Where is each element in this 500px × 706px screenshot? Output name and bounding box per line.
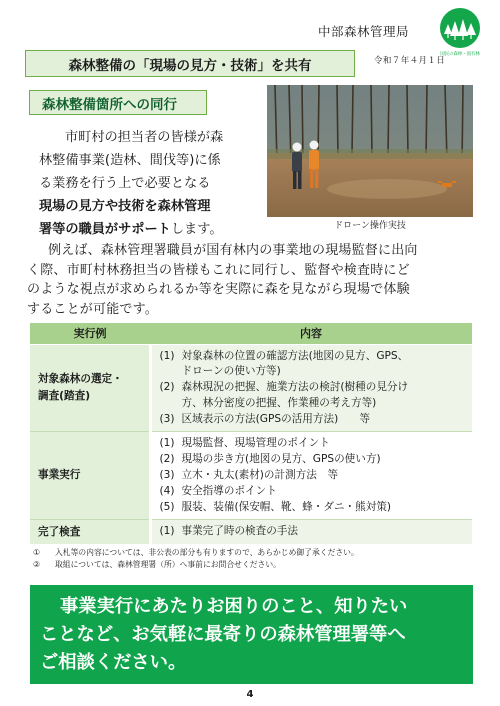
intro-text [39, 126, 267, 241]
table-row [30, 520, 472, 544]
intro-emphasis: 現場の見方や技術を森林管理 [39, 199, 211, 214]
table-row-category: 事業実行 [30, 432, 150, 520]
intro-line: 市町村の担当者の皆様が森 [65, 130, 224, 145]
contact-banner [30, 585, 473, 684]
column-header-content: 内容 [150, 323, 472, 344]
list-item: (3) 立木・丸太(素材)の計測方法 等 [159, 469, 339, 482]
intro-line-end: します。 [170, 222, 223, 237]
table-row-category: 完了検査 [30, 520, 150, 544]
list-item: (2) 現場の歩き方(地図の見方、GPSの使い方) [159, 453, 381, 466]
section-heading: 森林整備箇所への同行 [29, 90, 207, 115]
issue-date: 令和７年４月１日 [374, 56, 446, 66]
paragraph-line: のような視点が求められるか等を実際に森を見ながら現場で体験 [27, 282, 410, 297]
paragraph-line: 例えば、森林管理署職員が国有林内の事業地の現場監督に出向 [48, 243, 418, 258]
paragraph-line: く際、市町村林務担当の皆様もこれに同行し、監督や検査時にど [27, 262, 410, 278]
footnotes [33, 547, 359, 571]
examples-table [30, 323, 472, 544]
banner-line: ことなど、お気軽に最寄りの森林管理署等へ [40, 624, 406, 645]
organization-name: 中部森林管理局 [318, 24, 410, 39]
intro-line: る業務を行う上で必要となる [39, 176, 211, 191]
table-row-category: 対象森林の選定・ 調査(踏査) [30, 344, 150, 432]
list-item: (1) 事業完了時の検査の手法 [159, 525, 299, 538]
photo-caption: ドローン操作実技 [334, 221, 406, 231]
intro-line: 林整備事業(造林、間伐等)に係 [39, 153, 221, 168]
drone-training-photo [267, 85, 473, 217]
page-number: 4 [246, 689, 254, 700]
list-item: (2) 森林現況の把握、施業方法の検討(樹種の見分け 方、林分密度の把握、作業種の考え方等) [159, 381, 409, 409]
banner-line: 事業実行にあたりお困りのこと、知りたい [60, 596, 408, 617]
list-item: (5) 服装、装備(保安帽、靴、蜂・ダニ・熊対策) [159, 500, 392, 513]
list-item: (1) 対象森林の位置の確認方法(地図の見方、GPS、 ドローンの使い方等) [159, 349, 409, 378]
logo-caption: 国民の森林・国有林 [440, 52, 480, 57]
table-row-content [150, 520, 472, 544]
column-header-example: 実行例 [30, 323, 150, 344]
table-row-content [150, 432, 472, 520]
paragraph-line: することが可能です。 [27, 301, 158, 317]
intro-emphasis: 署等の職員がサポート [39, 222, 171, 237]
footnote: ② 取組については、森林管理署（所）へ事前にお問合せください。 [33, 559, 281, 569]
table-row [30, 344, 472, 432]
list-item: (4) 安全指導のポイント [159, 484, 277, 497]
list-item: (1) 現場監督、現場管理のポイント [159, 437, 330, 450]
tree-logo-icon [440, 8, 480, 48]
example-paragraph [27, 241, 477, 319]
list-item: (3) 区域表示の方法(GPSの活用方法) 等 [159, 412, 370, 425]
page-title: 森林整備の「現場の見方・技術」を共有 [25, 50, 355, 77]
banner-line: ご相談ください。 [40, 652, 187, 673]
table-row-content [150, 344, 472, 432]
footnote: ① 入札等の内容については、非公表の部分も有りますので、あらかじめ御了承ください。 [33, 548, 359, 557]
table-row [30, 432, 472, 520]
